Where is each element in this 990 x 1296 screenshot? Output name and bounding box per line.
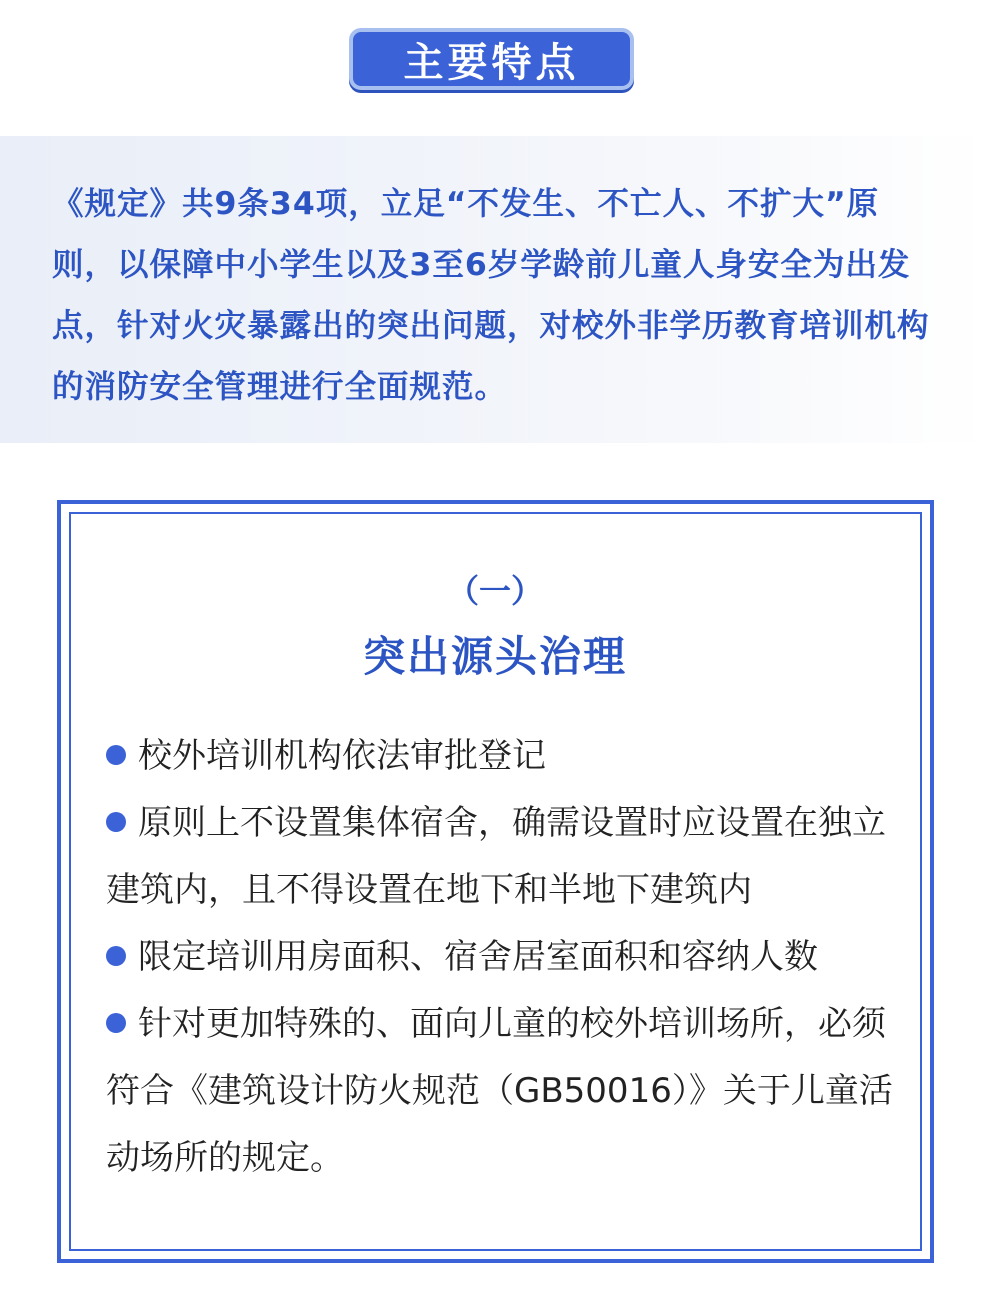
list-item <box>106 723 896 790</box>
list-item-text: 原则上不设置集体宿舍，确需设置时应设置在独立建筑内，且不得设置在地下和半地下建筑内 <box>106 803 886 910</box>
intro-paragraph: 《规定》共9条34项，立足“不发生、不亡人、不扩大”原则，以保障中小学生以及3至6岁学龄前儿童人身安全为出发点，针对火灾暴露出的突出问题，对校外非学历教育培训机构的消防安全管理进行全面规范。 <box>52 186 930 405</box>
bullet-dot-icon <box>106 745 126 765</box>
list-item <box>106 924 896 991</box>
list-item-text: 针对更加特殊的、面向儿童的校外培训场所，必须符合《建筑设计防火规范（GB50016）》关于儿童活动场所的规定。 <box>106 1004 893 1178</box>
list-item-text: 限定培训用房面积、宿舍居室面积和容纳人数 <box>138 937 818 977</box>
list-item <box>106 790 896 924</box>
feature-list <box>106 723 896 1192</box>
section-title: 突出源头治理 <box>362 632 627 681</box>
title-badge <box>349 28 634 90</box>
list-item <box>106 991 896 1192</box>
section-number: （一） <box>446 572 543 610</box>
bullet-dot-icon <box>106 946 126 966</box>
list-item-text: 校外培训机构依法审批登记 <box>138 736 546 776</box>
bullet-dot-icon <box>106 812 126 832</box>
page-title: 主要特点 <box>403 39 580 86</box>
bullet-dot-icon <box>106 1013 126 1033</box>
